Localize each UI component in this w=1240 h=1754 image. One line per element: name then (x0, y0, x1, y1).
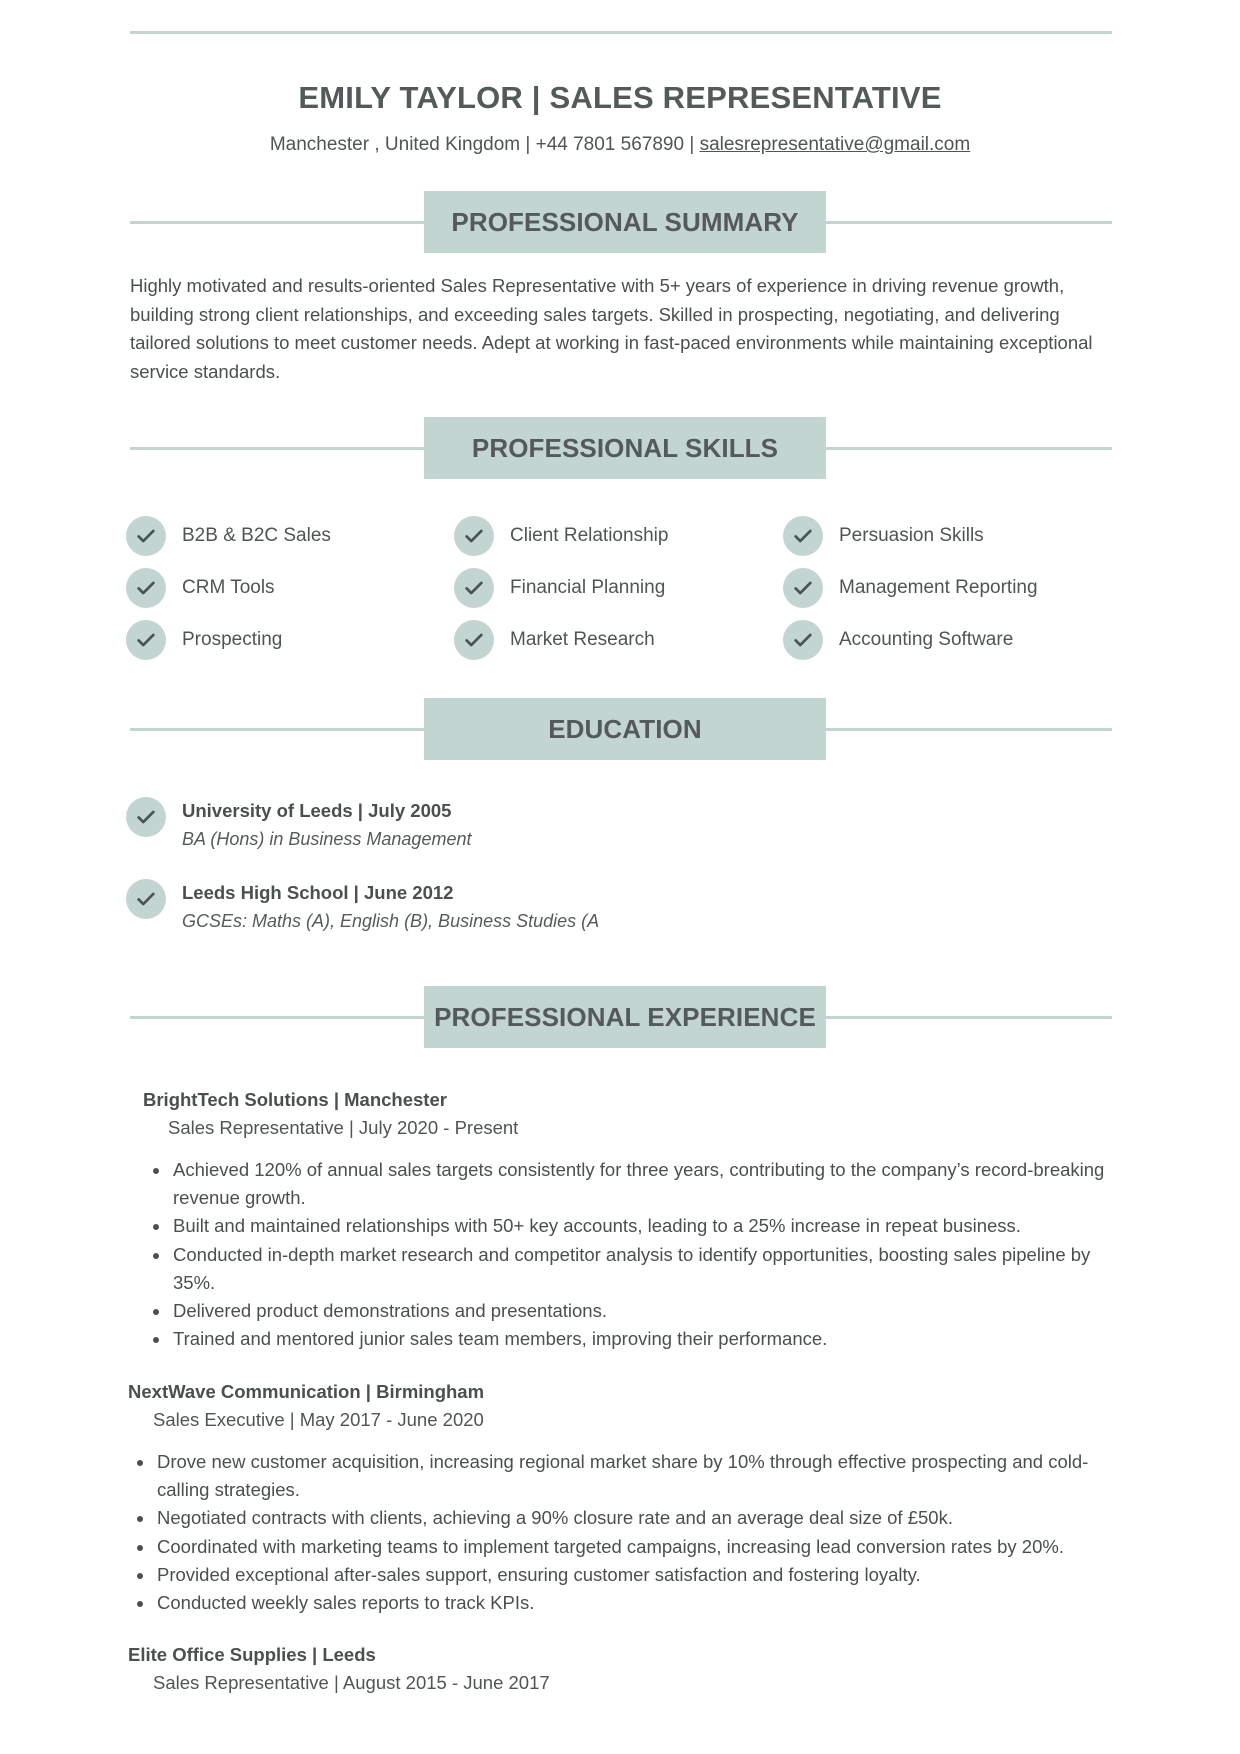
skill-item: Market Research (510, 629, 655, 650)
section-title: PROFESSIONAL EXPERIENCE (424, 986, 826, 1048)
name-title: EMILY TAYLOR | SALES REPRESENTATIVE (298, 80, 942, 115)
contact-line (0, 134, 1240, 156)
section-title: PROFESSIONAL SUMMARY (424, 191, 826, 253)
skill-item: Financial Planning (510, 577, 666, 598)
job-role: Sales Representative | July 2020 - Present (168, 1117, 519, 1138)
check-icon (783, 568, 823, 608)
list-item: Achieved 120% of annual sales targets consistently for three years, contributing to the company’s record-breaking revenue growth. (173, 1156, 1115, 1212)
check-icon (783, 516, 823, 556)
skill-item: Accounting Software (839, 629, 1014, 650)
list-item: Provided exceptional after-sales support, ensuring customer satisfaction and fostering loyalty. (157, 1561, 1105, 1589)
skill-item: B2B & B2C Sales (182, 525, 331, 546)
education-detail: GCSEs: Maths (A), English (B), Business Studies (A (182, 911, 600, 931)
check-icon (783, 620, 823, 660)
education-title: University of Leeds | July 2005 (182, 800, 452, 821)
check-icon (454, 620, 494, 660)
list-item: Drove new customer acquisition, increasing regional market share by 10% through effective prospecting and cold-calling strategies. (157, 1448, 1105, 1504)
job-company: BrightTech Solutions | Manchester (143, 1089, 447, 1110)
skill-item: Management Reporting (839, 577, 1038, 598)
section-header-summary (130, 191, 1112, 253)
list-item: Negotiated contracts with clients, achieving a 90% closure rate and an average deal size of £50k. (157, 1504, 1105, 1532)
top-divider (130, 31, 1112, 34)
check-icon (126, 516, 166, 556)
section-title: EDUCATION (424, 698, 826, 760)
job-role: Sales Executive | May 2017 - June 2020 (153, 1409, 484, 1430)
check-icon (126, 568, 166, 608)
list-item: Delivered product demonstrations and presentations. (173, 1297, 1115, 1325)
check-icon (126, 620, 166, 660)
list-item: Conducted in-depth market research and competitor analysis to identify opportunities, boosting sales pipeline by 35%. (173, 1241, 1115, 1297)
check-icon (454, 516, 494, 556)
skill-item: CRM Tools (182, 577, 275, 598)
email-link[interactable]: salesrepresentative@gmail.com (699, 134, 971, 155)
job-bullets (157, 1448, 1105, 1617)
education-title: Leeds High School | June 2012 (182, 882, 454, 903)
job-company: Elite Office Supplies | Leeds (128, 1644, 376, 1665)
check-icon (454, 568, 494, 608)
section-header-experience (130, 986, 1112, 1048)
list-item: Coordinated with marketing teams to implement targeted campaigns, increasing lead conversion rates by 20%. (157, 1533, 1105, 1561)
list-item: Built and maintained relationships with 50+ key accounts, leading to a 25% increase in repeat business. (173, 1212, 1115, 1240)
list-item: Trained and mentored junior sales team members, improving their performance. (173, 1325, 1115, 1353)
section-title: PROFESSIONAL SKILLS (424, 417, 826, 479)
education-detail: BA (Hons) in Business Management (182, 829, 472, 849)
skill-item: Prospecting (182, 629, 283, 650)
section-header-education (130, 698, 1112, 760)
check-icon (126, 879, 166, 919)
job-role: Sales Representative | August 2015 - June 2017 (153, 1672, 550, 1693)
list-item: Conducted weekly sales reports to track KPIs. (157, 1589, 1105, 1617)
check-icon (126, 797, 166, 837)
section-header-skills (130, 417, 1112, 479)
location-phone: Manchester , United Kingdom | +44 7801 567890 | (269, 134, 700, 155)
job-bullets (173, 1156, 1115, 1353)
job-company: NextWave Communication | Birmingham (128, 1381, 485, 1402)
skill-item: Persuasion Skills (839, 525, 984, 546)
skill-item: Client Relationship (510, 525, 669, 546)
summary-text: Highly motivated and results-oriented Sales Representative with 5+ years of experience in driving revenue growth, building strong client relationships, and exceeding sales targets. Skilled in prospecting, negotiating, and delivering tailored solutions to meet customer needs. Adept at working in fast-paced environments while maintaining exceptional service standards. (130, 275, 1093, 382)
